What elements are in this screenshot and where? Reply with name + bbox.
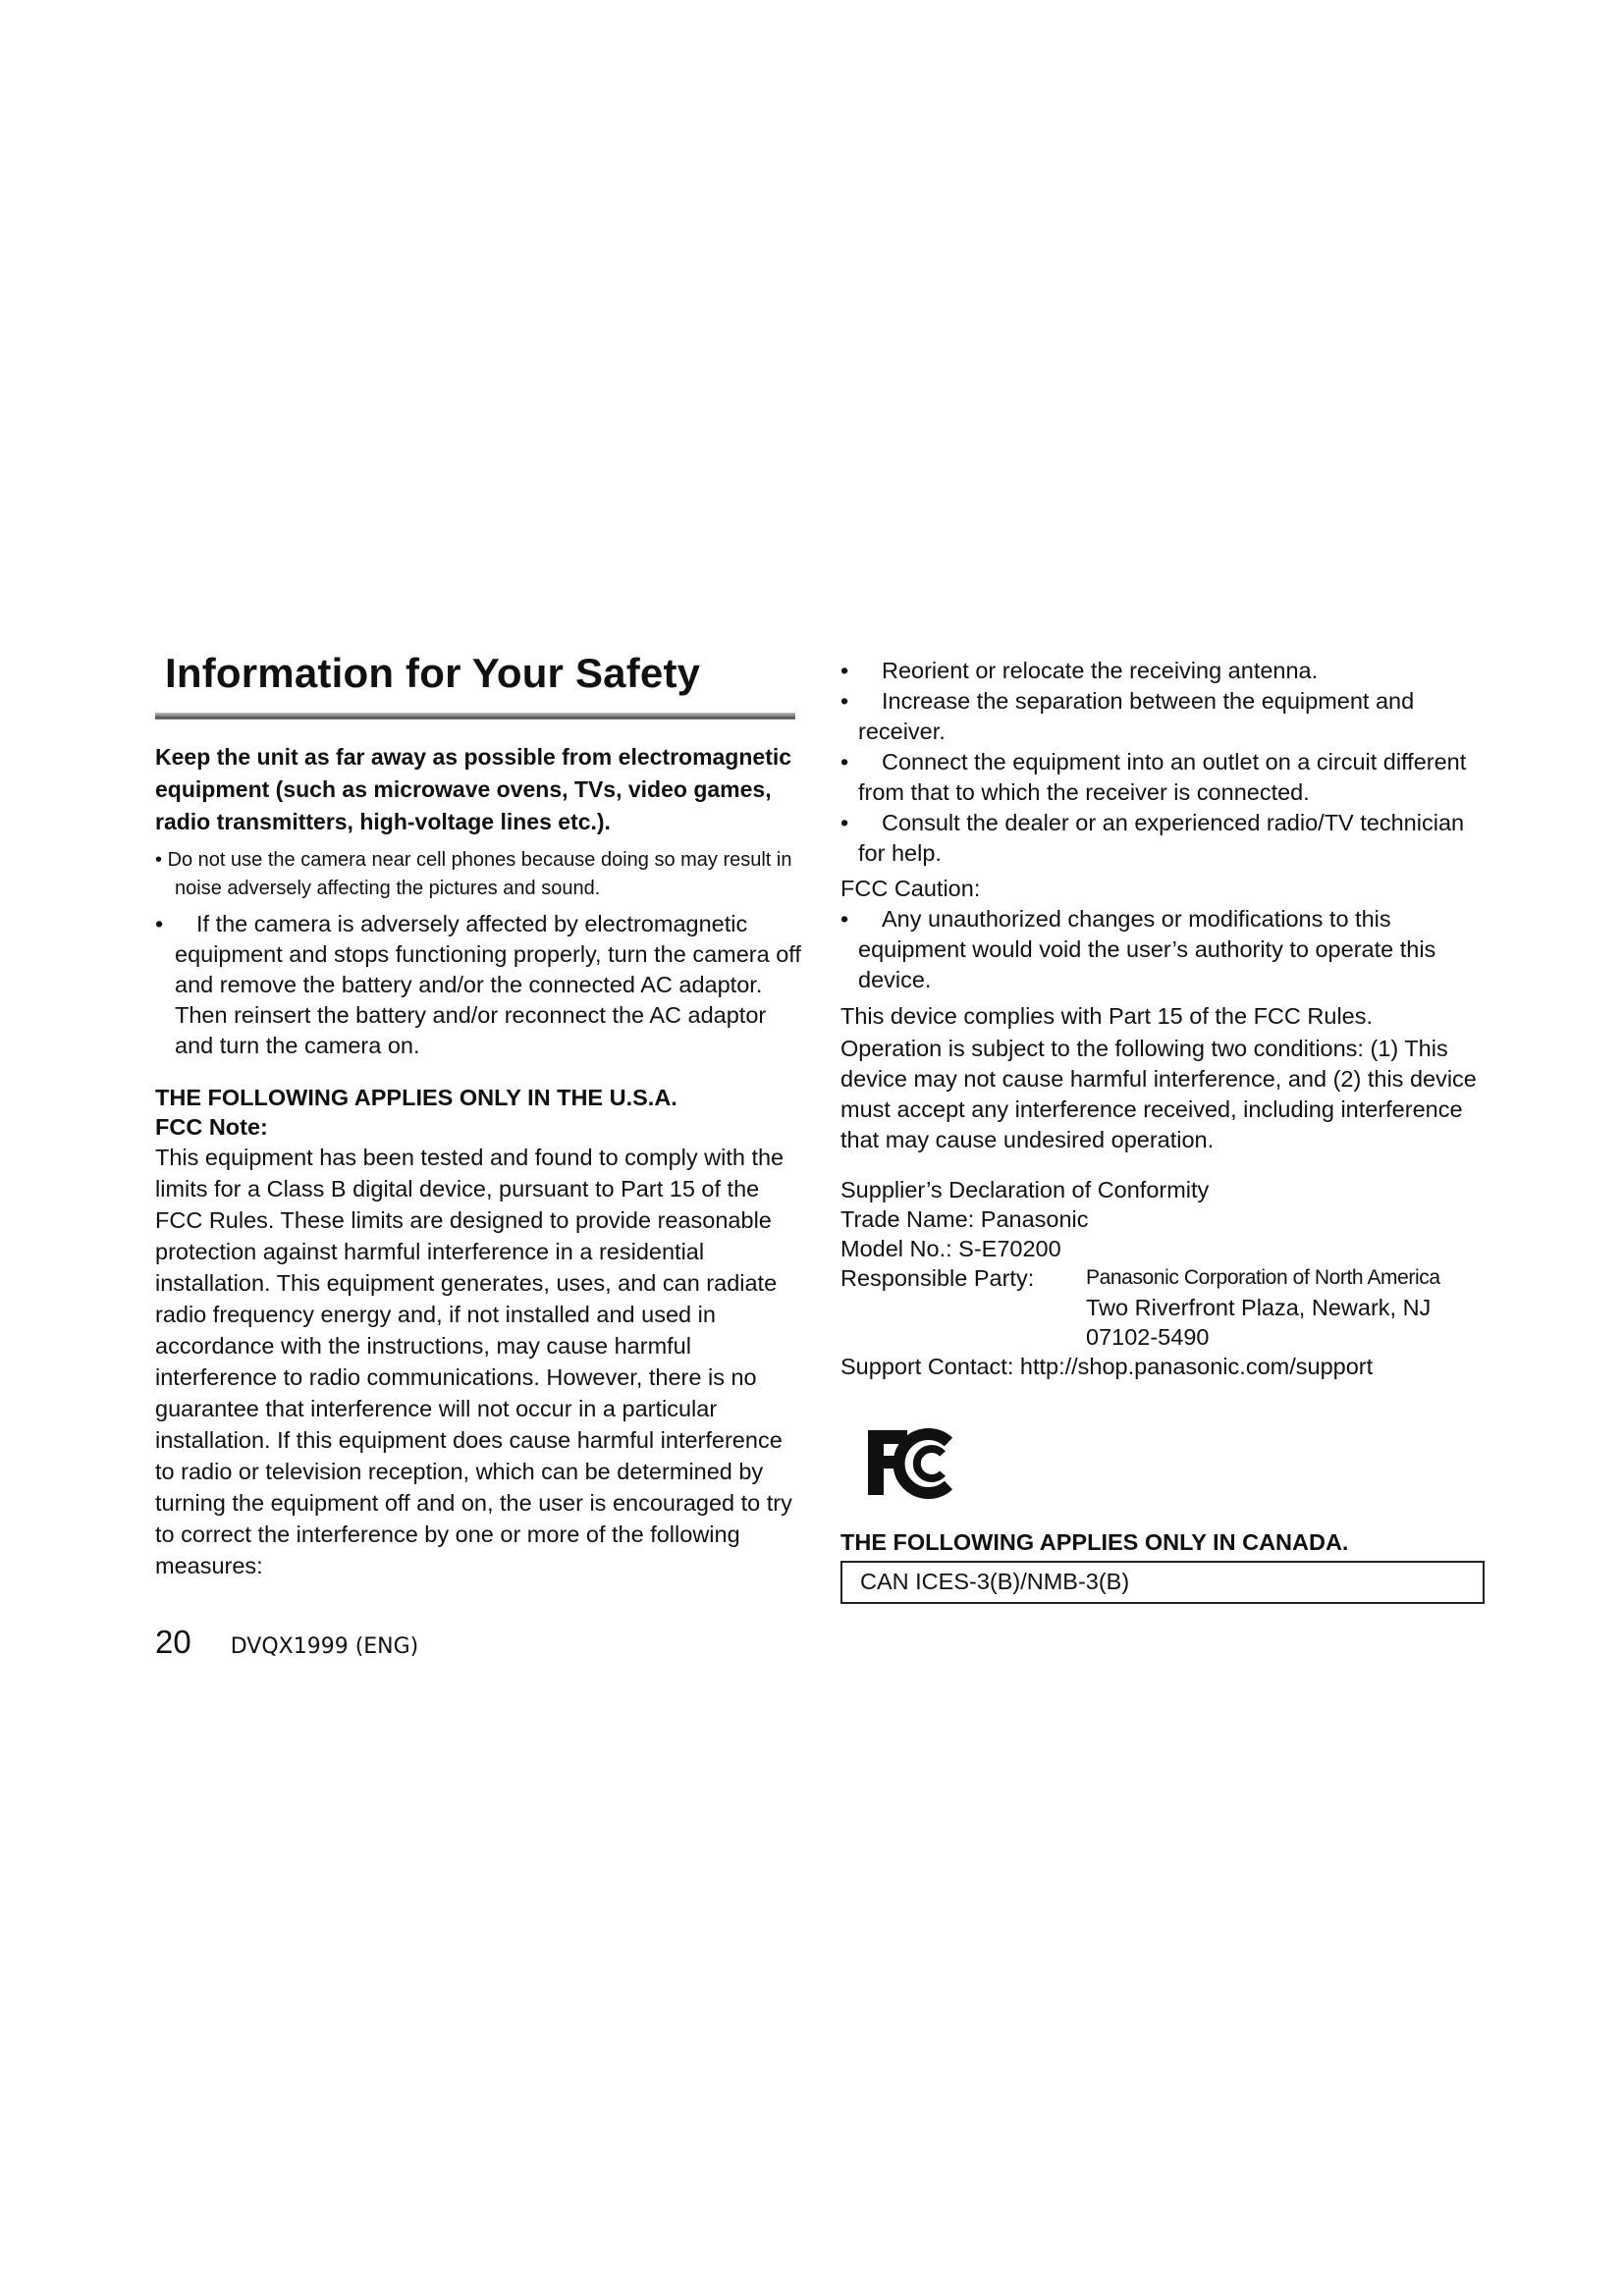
measure-text: Consult the dealer or an experienced radio/TV technician for help. [858,810,1465,866]
bullet-dot: • [155,849,168,871]
safety-lead-text: Keep the unit as far away as possible from electromagnetic equipment (such as microwave ovens, TVs, video games, radio transmitters, high-voltage lines etc.). [155,744,792,834]
conditions-text: Operation is subject to the following two conditions: (1) This device may not cause harmful interference, and (2) this device must accept any interference received, including interference that may cause undesired operation. [840,1036,1477,1152]
document-code: DVQX1999 (ENG) [230,1634,419,1659]
title-underline [155,713,795,720]
supplier-declaration [840,1175,1489,1381]
part15-line: This device complies with Part 15 of the FCC Rules. [840,1003,1374,1029]
sdoc-heading: Supplier’s Declaration of Conformity [840,1177,1210,1202]
fcc-note-text: This equipment has been tested and found to comply with the limits for a Class B digital device, pursuant to Part 15 of the FCC Rules. These limits are designed to provide reasonable protection against harmful interference in a residential installation. This equipment generates, uses, and can radiate radio frequency energy and, if not installed and used in accordance with the instructions, may cause harmful interference to radio communications. However, there is no guarantee that interference will not occur in a particular installation. If this equipment does cause harmful interference to radio or television reception, which can be determined by turning the equipment off and on, the user is encouraged to try to correct the interference by one or more of the following measures: [155,1145,792,1578]
measure-item [840,808,1489,869]
sdoc-address-line1: Two Riverfront Plaza, Newark, NJ [1086,1295,1432,1320]
sdoc-responsible-label: Responsible Party: [840,1265,1035,1291]
fcc-caution-text: Any unauthorized changes or modifications to this equipment would void the user’s authority to operate this device. [858,906,1436,992]
camera-affected-bullet [155,909,803,1061]
bullet-dot: • [840,749,849,774]
fcc-caution-label: FCC Caution: [840,876,981,901]
canada-heading: THE FOLLOWING APPLIES ONLY IN CANADA. [840,1529,1349,1555]
fcc-caution-bullet [840,904,1489,995]
left-column [155,648,803,1581]
sdoc-model-no: Model No.: S-E70200 [840,1236,1061,1261]
canada-compliance-box [840,1561,1485,1604]
sdoc-responsible-company: Panasonic Corporation of North America [1086,1266,1440,1289]
bullet-dot: • [840,688,849,714]
bullet-dot: • [840,658,849,683]
measure-text: Reorient or relocate the receiving antenna. [882,658,1319,683]
measure-item [840,686,1489,747]
cell-phone-note-text: Do not use the camera near cell phones because doing so may result in noise adversely affecting the pictures and sound. [167,849,792,899]
fcc-logo-icon [864,1424,962,1503]
sdoc-support-contact: Support Contact: http://shop.panasonic.com/support [840,1354,1374,1379]
sdoc-responsible-row [840,1263,1489,1293]
bullet-dot: • [155,911,164,936]
canada-compliance-text: CAN ICES-3(B)/NMB-3(B) [860,1569,1130,1594]
measure-item [840,747,1489,808]
measure-item [840,656,1489,686]
measure-text: Increase the separation between the equipment and receiver. [858,688,1415,744]
fcc-note-heading: FCC Note: [155,1114,268,1140]
camera-affected-text: If the camera is adversely affected by electromagnetic equipment and stops functioning properly, turn the camera off and remove the battery and/or the connected AC adaptor. Then reinsert the battery and/or reconnect the AC adaptor and turn the camera on. [175,911,801,1058]
right-column [840,656,1489,1604]
sdoc-trade-name: Trade Name: Panasonic [840,1206,1089,1232]
bullet-dot: • [840,906,849,932]
page-footer [155,1624,418,1661]
page-title: Information for Your Safety [165,650,701,696]
sdoc-address-line2: 07102-5490 [1086,1324,1210,1350]
usa-heading: THE FOLLOWING APPLIES ONLY IN THE U.S.A. [155,1085,677,1110]
page-number: 20 [155,1624,191,1660]
cell-phone-note [155,846,803,903]
measure-text: Connect the equipment into an outlet on a circuit different from that to which the receiver is connected. [858,749,1467,805]
bullet-dot: • [840,810,849,835]
